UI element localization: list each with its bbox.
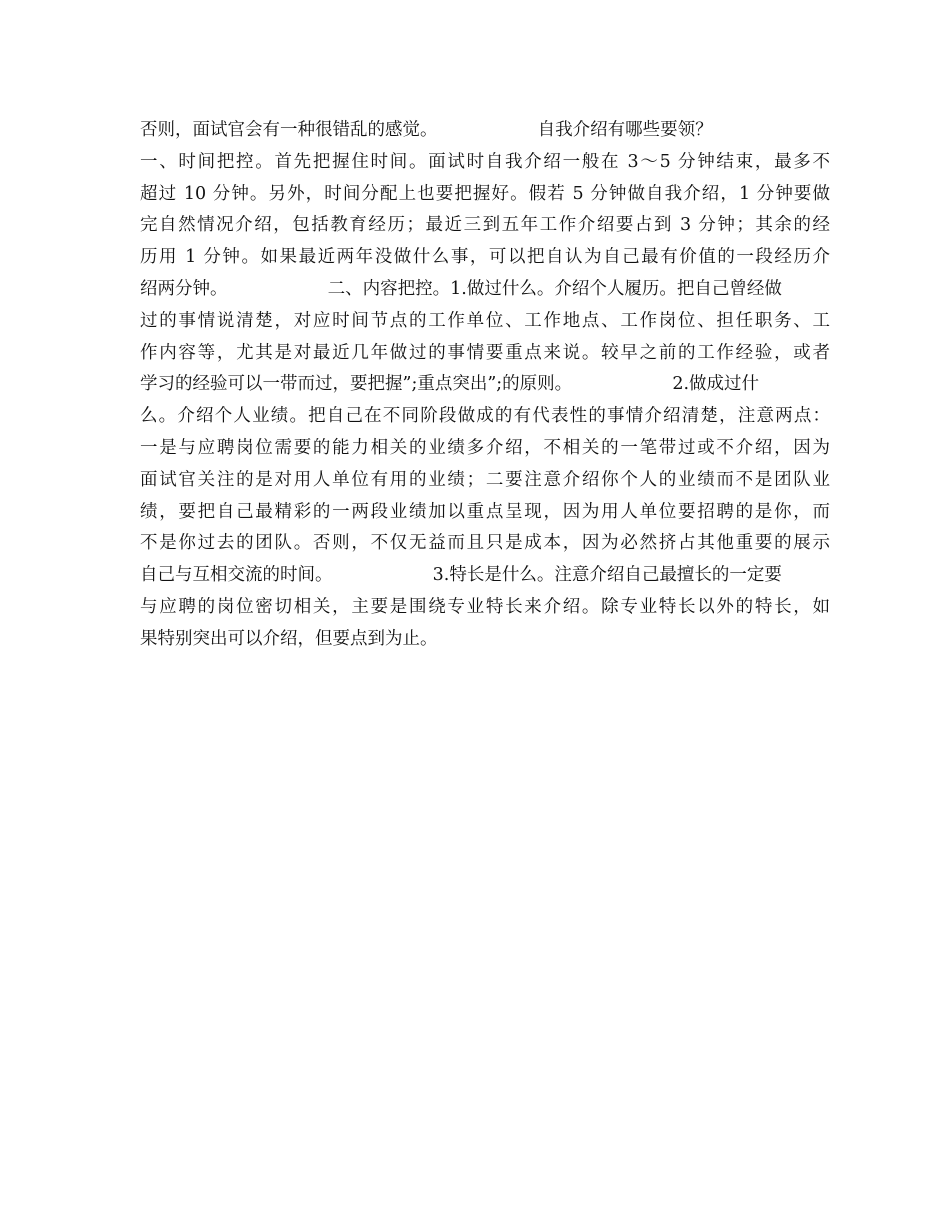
text-line: 果特别突出可以介绍，但要点到为止。 <box>140 628 438 649</box>
text-line: 绩，要把自己最精彩的一两段业绩加以重点呈现，因为用人单位要招聘的是你，而 <box>140 501 830 522</box>
text-line: 过的事情说清楚，对应时间节点的工作单位、工作地点、工作岗位、担任职务、工 <box>140 310 830 331</box>
text-line: 不是你过去的团队。否则，不仅无益而且只是成本，因为必然挤占其他重要的展示 <box>140 533 830 554</box>
text-line: 完自然情况介绍，包括教育经历；最近三到五年工作介绍要占到 3 分钟；其余的经 <box>140 215 830 236</box>
text-line: 面试官关注的是对用人单位有用的业绩；二要注意介绍你个人的业绩而不是团队业 <box>140 469 830 490</box>
text-line: 超过 10 分钟。另外，时间分配上也要把握好。假若 5 分钟做自我介绍，1 分钟要做 <box>140 183 830 204</box>
text-line: 学习的经验可以一带而过，要把握”;重点突出”;的原则。 2.做成过什 <box>140 374 760 395</box>
text-line: 自己与互相交流的时间。 3.特长是什么。注意介绍自己最擅长的一定要 <box>140 565 782 586</box>
text-line: 一、时间把控。首先把握住时间。面试时自我介绍一般在 3～5 分钟结束，最多不 <box>140 151 830 172</box>
text-line: 绍两分钟。 二、内容把控。1.做过什么。介绍个人履历。把自己曾经做 <box>140 278 782 299</box>
text-line: 否则，面试官会有一种很错乱的感觉。 自我介绍有哪些要领？ <box>140 120 713 140</box>
text-line: 一是与应聘岗位需要的能力相关的业绩多介绍，不相关的一笔带过或不介绍，因为 <box>140 437 830 458</box>
text-line: 与应聘的岗位密切相关，主要是围绕专业特长来介绍。除专业特长以外的特长，如 <box>140 596 830 617</box>
body-text <box>140 115 830 656</box>
text-line: 作内容等，尤其是对最近几年做过的事情要重点来说。较早之前的工作经验，或者 <box>140 342 830 363</box>
text-line: 历用 1 分钟。如果最近两年没做什么事，可以把自认为自己最有价值的一段经历介 <box>140 247 830 268</box>
text-line: 么。介绍个人业绩。把自己在不同阶段做成的有代表性的事情介绍清楚，注意两点： <box>140 406 830 427</box>
